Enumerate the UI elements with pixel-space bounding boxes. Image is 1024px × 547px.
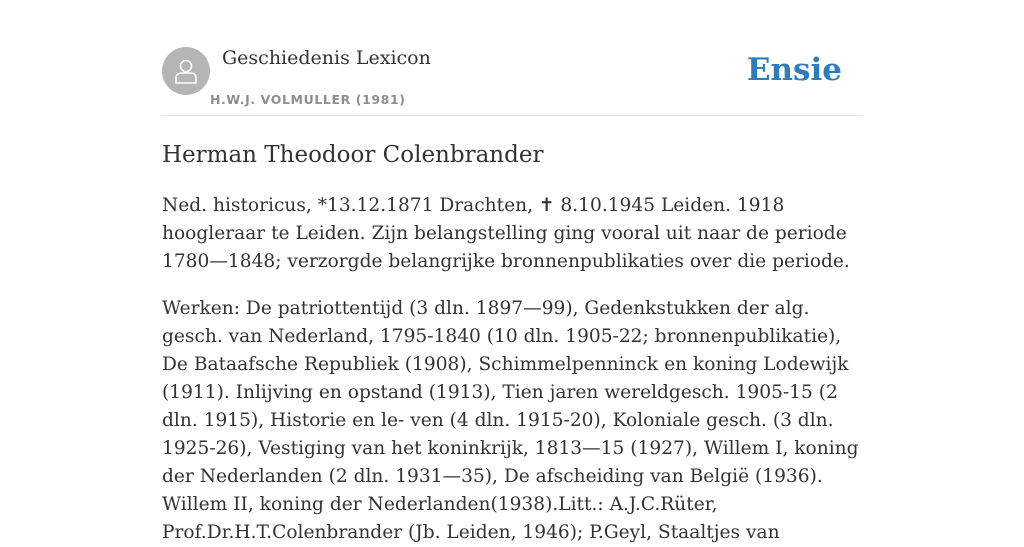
book-title[interactable]: Geschiedenis Lexicon xyxy=(222,47,431,69)
entry-paragraph-intro: Ned. historicus, *13.12.1871 Drachten, ✝ 8.10.1945 Leiden. 1918 hoogleraar te Leiden. Zijn belangstelling ging vooral uit naar de periode 1780—1848; verzorgde belangrijke bronnenpublikaties over die periode. xyxy=(162,195,850,272)
user-avatar-icon xyxy=(171,56,201,86)
entry-paragraph-works: Werken: De patriottentijd (3 dln. 1897—99), Gedenkstukken der alg. gesch. van Nederland, 1795-1840 (10 dln. 1905-22; bronnenpublikatie), De Bataafsche Republiek (1908), Schimmelpenninck en koning Lodewijk (1911). Inlijving en opstand (1913), Tien jaren wereldgesch. 1905-15 (2 dln. 1915), Historie en le- ven (4 dln. 1915-20), Koloniale gesch. (3 dln. 1925-26), Vestiging van het koninkrijk, 1813—15 (1927), Willem I, koning der Nederlanden (2 dln. 1931—35), De afscheiding van België (1936). Willem II, koning der Nederlanden(1938).Litt.: A.J.C.Rüter, Prof.Dr.H.T.Colenbrander (Jb. Leiden, 1946); P.Geyl, Staaltjes van xyxy=(162,298,859,543)
header xyxy=(162,46,862,116)
page xyxy=(162,0,862,547)
avatar[interactable] xyxy=(162,47,210,95)
entry-title: Herman Theodoor Colenbrander xyxy=(162,142,544,168)
book-author[interactable]: H.W.J. VOLMULLER (1981) xyxy=(210,92,406,107)
brand-logo[interactable]: Ensie xyxy=(746,52,842,88)
